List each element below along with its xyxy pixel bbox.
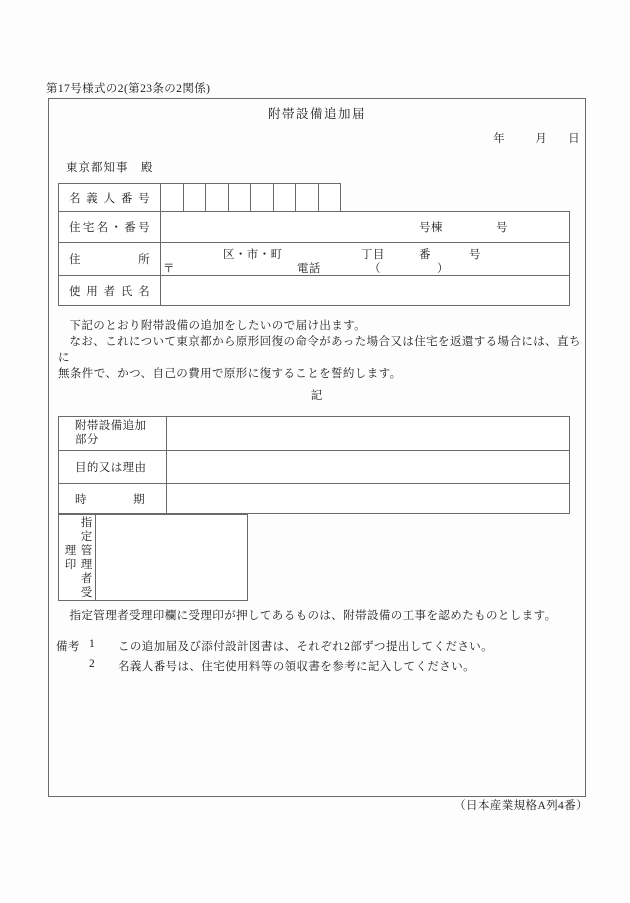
declaration-line2: なお、これについて東京都から原形回復の命令があった場合又は住宅を返還する場合には、直ちに [58, 336, 581, 364]
period-row [58, 483, 570, 514]
form-number: 第17号様式の2(第23条の2関係) [46, 83, 211, 95]
address-label: 住所 [69, 254, 150, 266]
holder-number-cell [229, 184, 252, 211]
holder-number-cell [184, 184, 207, 211]
remark1-number: 1 [89, 638, 96, 650]
holder-number-cell [206, 184, 229, 211]
address-ban-label: 番 [419, 249, 431, 261]
form-sheet-border [48, 98, 586, 797]
period-label-cell [59, 484, 167, 513]
holder-number-cell [319, 184, 341, 211]
purpose-value-cell [167, 451, 569, 483]
tel-paren-close: ） [437, 263, 449, 275]
address-line2 [161, 261, 569, 275]
addition-part-row [58, 416, 570, 451]
addition-part-label-cell [59, 417, 167, 450]
user-name-row [58, 275, 570, 306]
remarks-block [56, 638, 493, 674]
purpose-label: 目的又は理由 [75, 462, 147, 474]
holder-number-row [58, 183, 341, 212]
date-day-label: 日 [568, 133, 580, 145]
receipt-stamp-label-left: 理印 [63, 543, 76, 572]
postal-mark: 〒 [163, 263, 175, 275]
purpose-label-cell [59, 451, 167, 483]
declaration-line1: 下記のとおり附帯設備の追加をしたいので届け出ます。 [69, 320, 367, 332]
remarks-spacer [56, 658, 89, 674]
unit-building-label: 号棟 [419, 222, 443, 234]
date-month-label: 月 [535, 133, 548, 145]
remarks-label: 備考 [56, 641, 80, 653]
detail-table [58, 417, 570, 514]
receipt-stamp-label-cell [59, 515, 96, 600]
purpose-row [58, 450, 570, 484]
remark2-number: 2 [89, 657, 96, 670]
user-name-value-cell [161, 276, 569, 305]
holder-number-label-cell [59, 184, 161, 211]
date-line [493, 130, 580, 146]
address-line1 [161, 243, 569, 261]
address-city-label: 区・市・町 [223, 249, 283, 261]
declaration-line3: 無条件で、かつ、自己の費用で原形に復することを誓約します。 [58, 368, 402, 380]
remark1-text: この追加届及び添付設計図書は、それぞれ2部ずつ提出してください。 [118, 641, 494, 653]
address-label-cell [59, 243, 161, 275]
record-heading: 記 [310, 390, 324, 402]
holder-number-cell [161, 184, 184, 211]
unit-number-label: 号 [496, 222, 508, 234]
form-title: 附帯設備追加届 [267, 107, 366, 121]
receipt-stamp-area [96, 515, 247, 600]
housing-name-label-cell [59, 212, 161, 242]
holder-number-cell [296, 184, 319, 211]
telephone-label: 電話 [297, 263, 321, 275]
receipt-stamp-box [58, 514, 248, 601]
acceptance-note: 指定管理者受理印欄に受理印が押してあるものは、附帯設備の工事を認めたものとします。 [69, 610, 557, 622]
remark2-text: 名義人番号は、住宅使用料等の領収書を参考に記入してください。 [118, 660, 475, 673]
housing-name-label: 住宅名・番号 [69, 222, 150, 234]
addition-part-label: 附帯設備追加部分 [75, 420, 147, 446]
applicant-table [58, 183, 570, 306]
declaration-text [58, 318, 582, 382]
period-label: 時期 [75, 493, 145, 506]
holder-number-cell [274, 184, 297, 211]
holder-number-label: 名義人番号 [69, 192, 150, 205]
address-go-label: 号 [469, 249, 481, 261]
receipt-stamp-label-right: 指定管理者受 [79, 515, 92, 600]
date-year-label: 年 [493, 133, 506, 145]
addressee: 東京都知事 殿 [66, 162, 154, 174]
address-chome-label: 丁目 [361, 249, 385, 261]
holder-number-cells [161, 184, 340, 211]
holder-number-cell [251, 184, 274, 211]
address-value-cell [161, 243, 569, 275]
addition-part-value-cell [167, 417, 569, 450]
housing-name-value-cell [161, 212, 569, 242]
address-row [58, 242, 570, 276]
housing-name-row [58, 211, 570, 243]
user-name-label-cell [59, 276, 161, 305]
period-value-cell [167, 484, 569, 513]
paper-size-note: （日本産業規格A列4番） [454, 800, 588, 812]
tel-paren-open: （ [369, 263, 381, 275]
user-name-label: 使用者氏名 [69, 285, 150, 298]
